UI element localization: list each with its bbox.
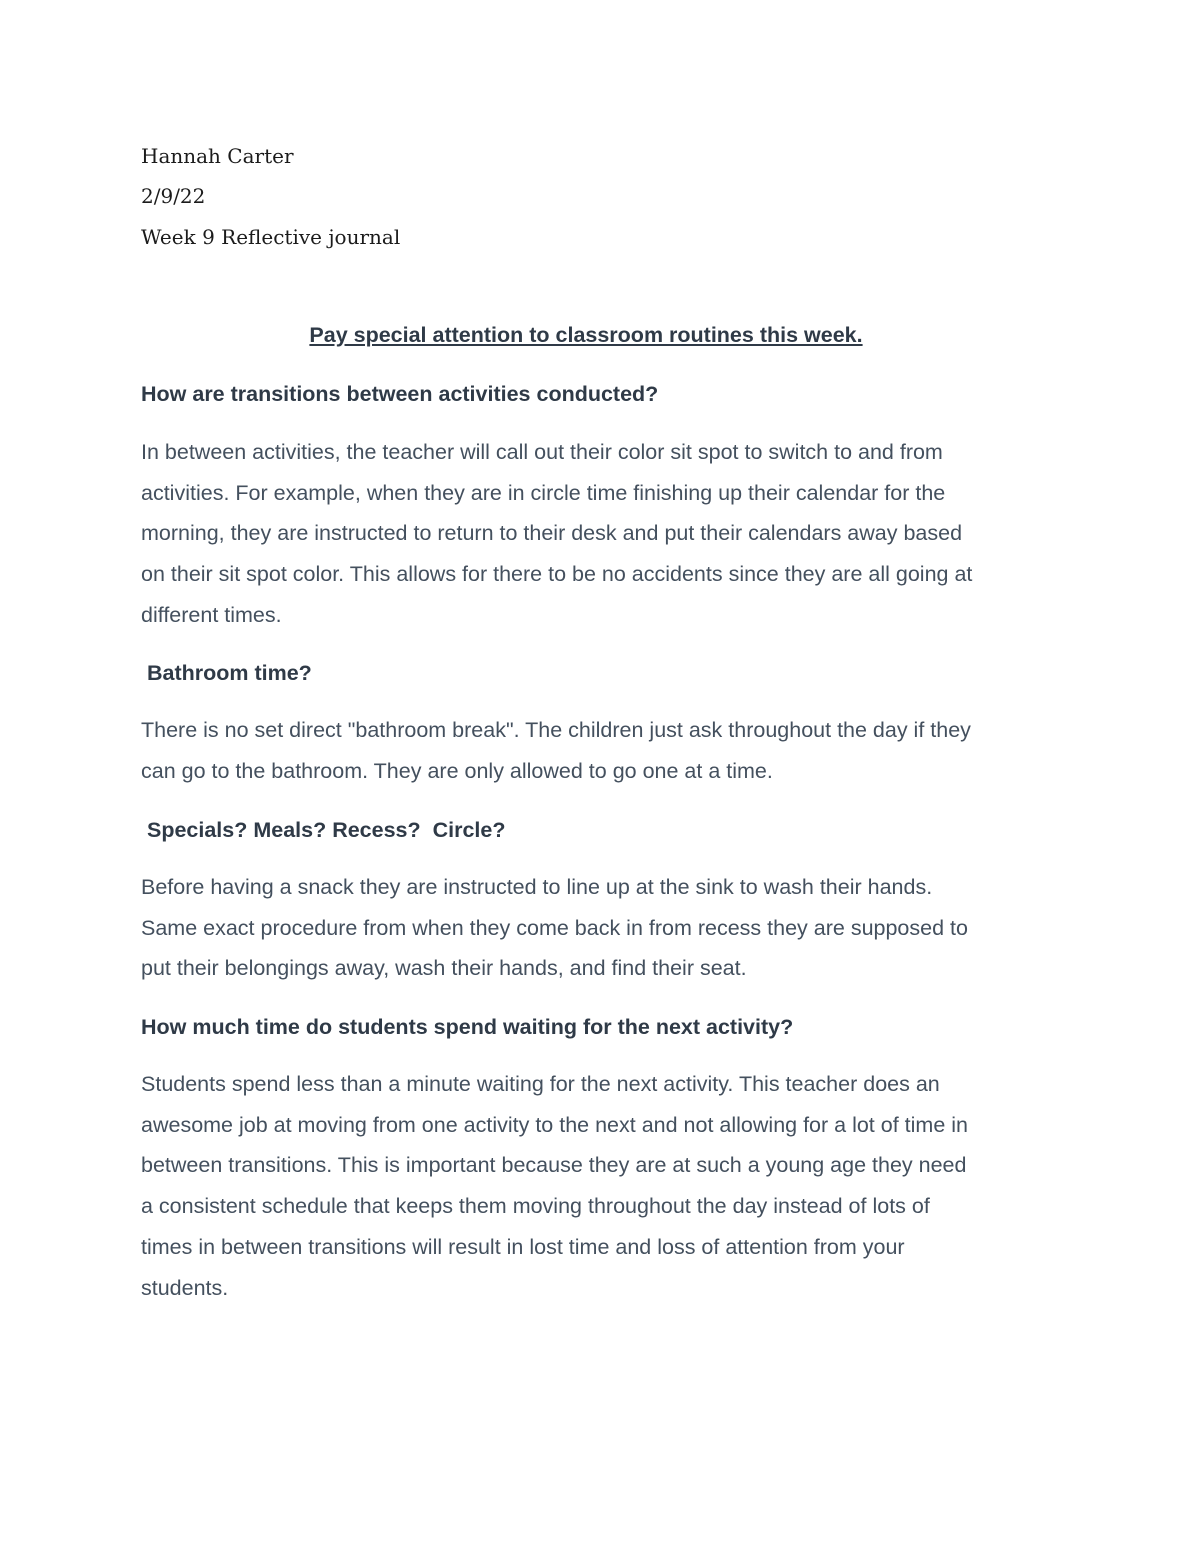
assignment-title: Week 9 Reflective journal xyxy=(141,225,401,249)
author-name: Hannah Carter xyxy=(141,144,294,168)
answer-line: between transitions. This is important because they are at such a young age they need xyxy=(141,1153,967,1178)
question-waiting-time: How much time do students spend waiting for the next activity? xyxy=(141,1015,794,1039)
question-transitions: How are transitions between activities conducted? xyxy=(141,382,659,406)
answer-line: morning, they are instructed to return to their desk and put their calendars away based xyxy=(141,521,963,546)
answer-line: Students spend less than a minute waiting for the next activity. This teacher does an xyxy=(141,1072,940,1096)
answer-line: In between activities, the teacher will call out their color sit spot to switch to and from xyxy=(141,440,943,464)
answer-line: activities. For example, when they are in circle time finishing up their calendar for the xyxy=(141,480,946,505)
answer-line: different times. xyxy=(141,602,282,627)
page-title: Pay special attention to classroom routines this week. xyxy=(309,323,863,347)
answer-line: a consistent schedule that keeps them moving throughout the day instead of lots of xyxy=(141,1194,930,1219)
answer-bathroom xyxy=(141,710,1061,791)
answer-line: on their sit spot color. This allows for there to be no accidents since they are all going at xyxy=(141,562,973,587)
answer-specials xyxy=(141,867,1061,989)
answer-line: times in between transitions will result in lost time and loss of attention from your xyxy=(141,1234,905,1259)
document-date: 2/9/22 xyxy=(141,184,206,208)
question-bathroom: Bathroom time? xyxy=(141,661,312,685)
answer-line: awesome job at moving from one activity to the next and not allowing for a lot of time in xyxy=(141,1112,968,1137)
answer-line: Same exact procedure from when they come back in from recess they are supposed to xyxy=(141,915,968,940)
answer-line: There is no set direct "bathroom break". The children just ask throughout the day if they xyxy=(141,718,971,742)
answer-line: put their belongings away, wash their hands, and find their seat. xyxy=(141,956,747,981)
question-specials: Specials? Meals? Recess? Circle? xyxy=(141,818,506,842)
answer-waiting-time xyxy=(141,1064,1061,1308)
answer-line: students. xyxy=(141,1275,229,1300)
answer-line: can go to the bathroom. They are only allowed to go one at a time. xyxy=(141,758,773,783)
answer-transitions xyxy=(141,432,1061,636)
answer-line: Before having a snack they are instructed to line up at the sink to wash their hands. xyxy=(141,875,933,899)
